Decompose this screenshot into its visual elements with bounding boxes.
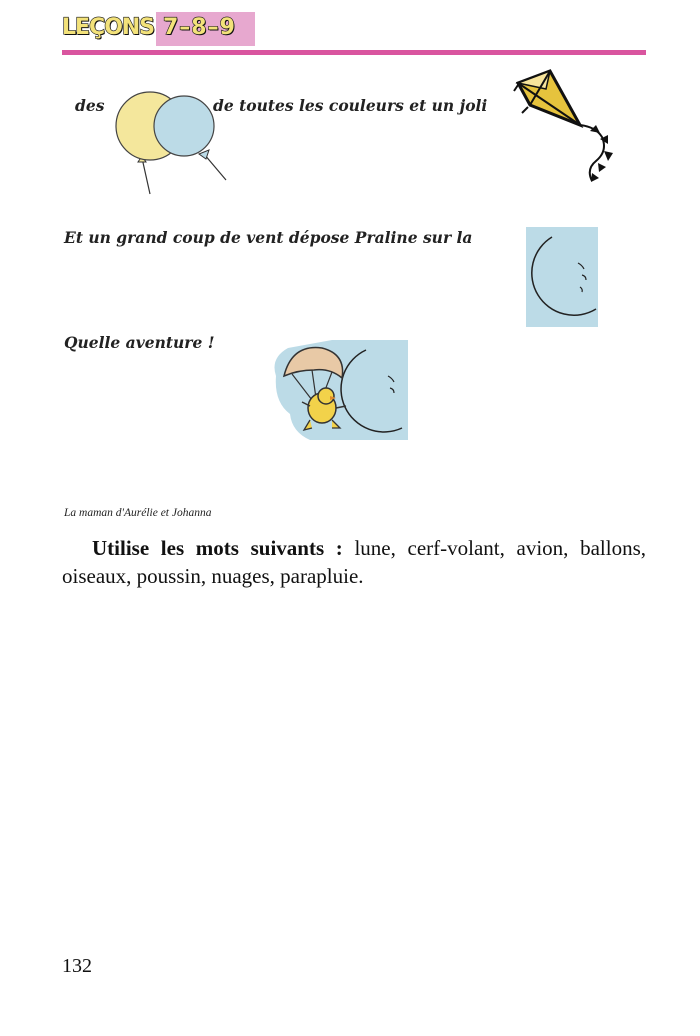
page-number: 132	[62, 955, 92, 977]
kite-image	[510, 65, 628, 187]
lesson-numbers: 7–8–9	[163, 15, 236, 40]
instruction-paragraph	[62, 534, 646, 590]
text-line-2: Et un grand coup de vent dépose Praline sur la	[64, 228, 473, 247]
crescent-moon-image	[526, 227, 598, 327]
instruction-words: lune, cerf-volant, avion, ballons, oiseaux, poussin, nuages, parapluie.	[62, 536, 646, 588]
text-line-1b: de toutes les couleurs et un joli	[213, 96, 488, 115]
balloons-image	[110, 88, 230, 200]
lesson-header	[62, 12, 646, 58]
text-line-1a: des	[75, 96, 105, 115]
author-credit: La maman d'Aurélie et Johanna	[64, 507, 212, 519]
text-line-3: Quelle aventure !	[64, 333, 215, 352]
lecons-title: LEÇONS	[62, 15, 155, 40]
instruction-bold: Utilise les mots suivants :	[92, 536, 343, 560]
header-rule	[62, 50, 646, 55]
chick-parachute-moon-image	[270, 336, 412, 442]
